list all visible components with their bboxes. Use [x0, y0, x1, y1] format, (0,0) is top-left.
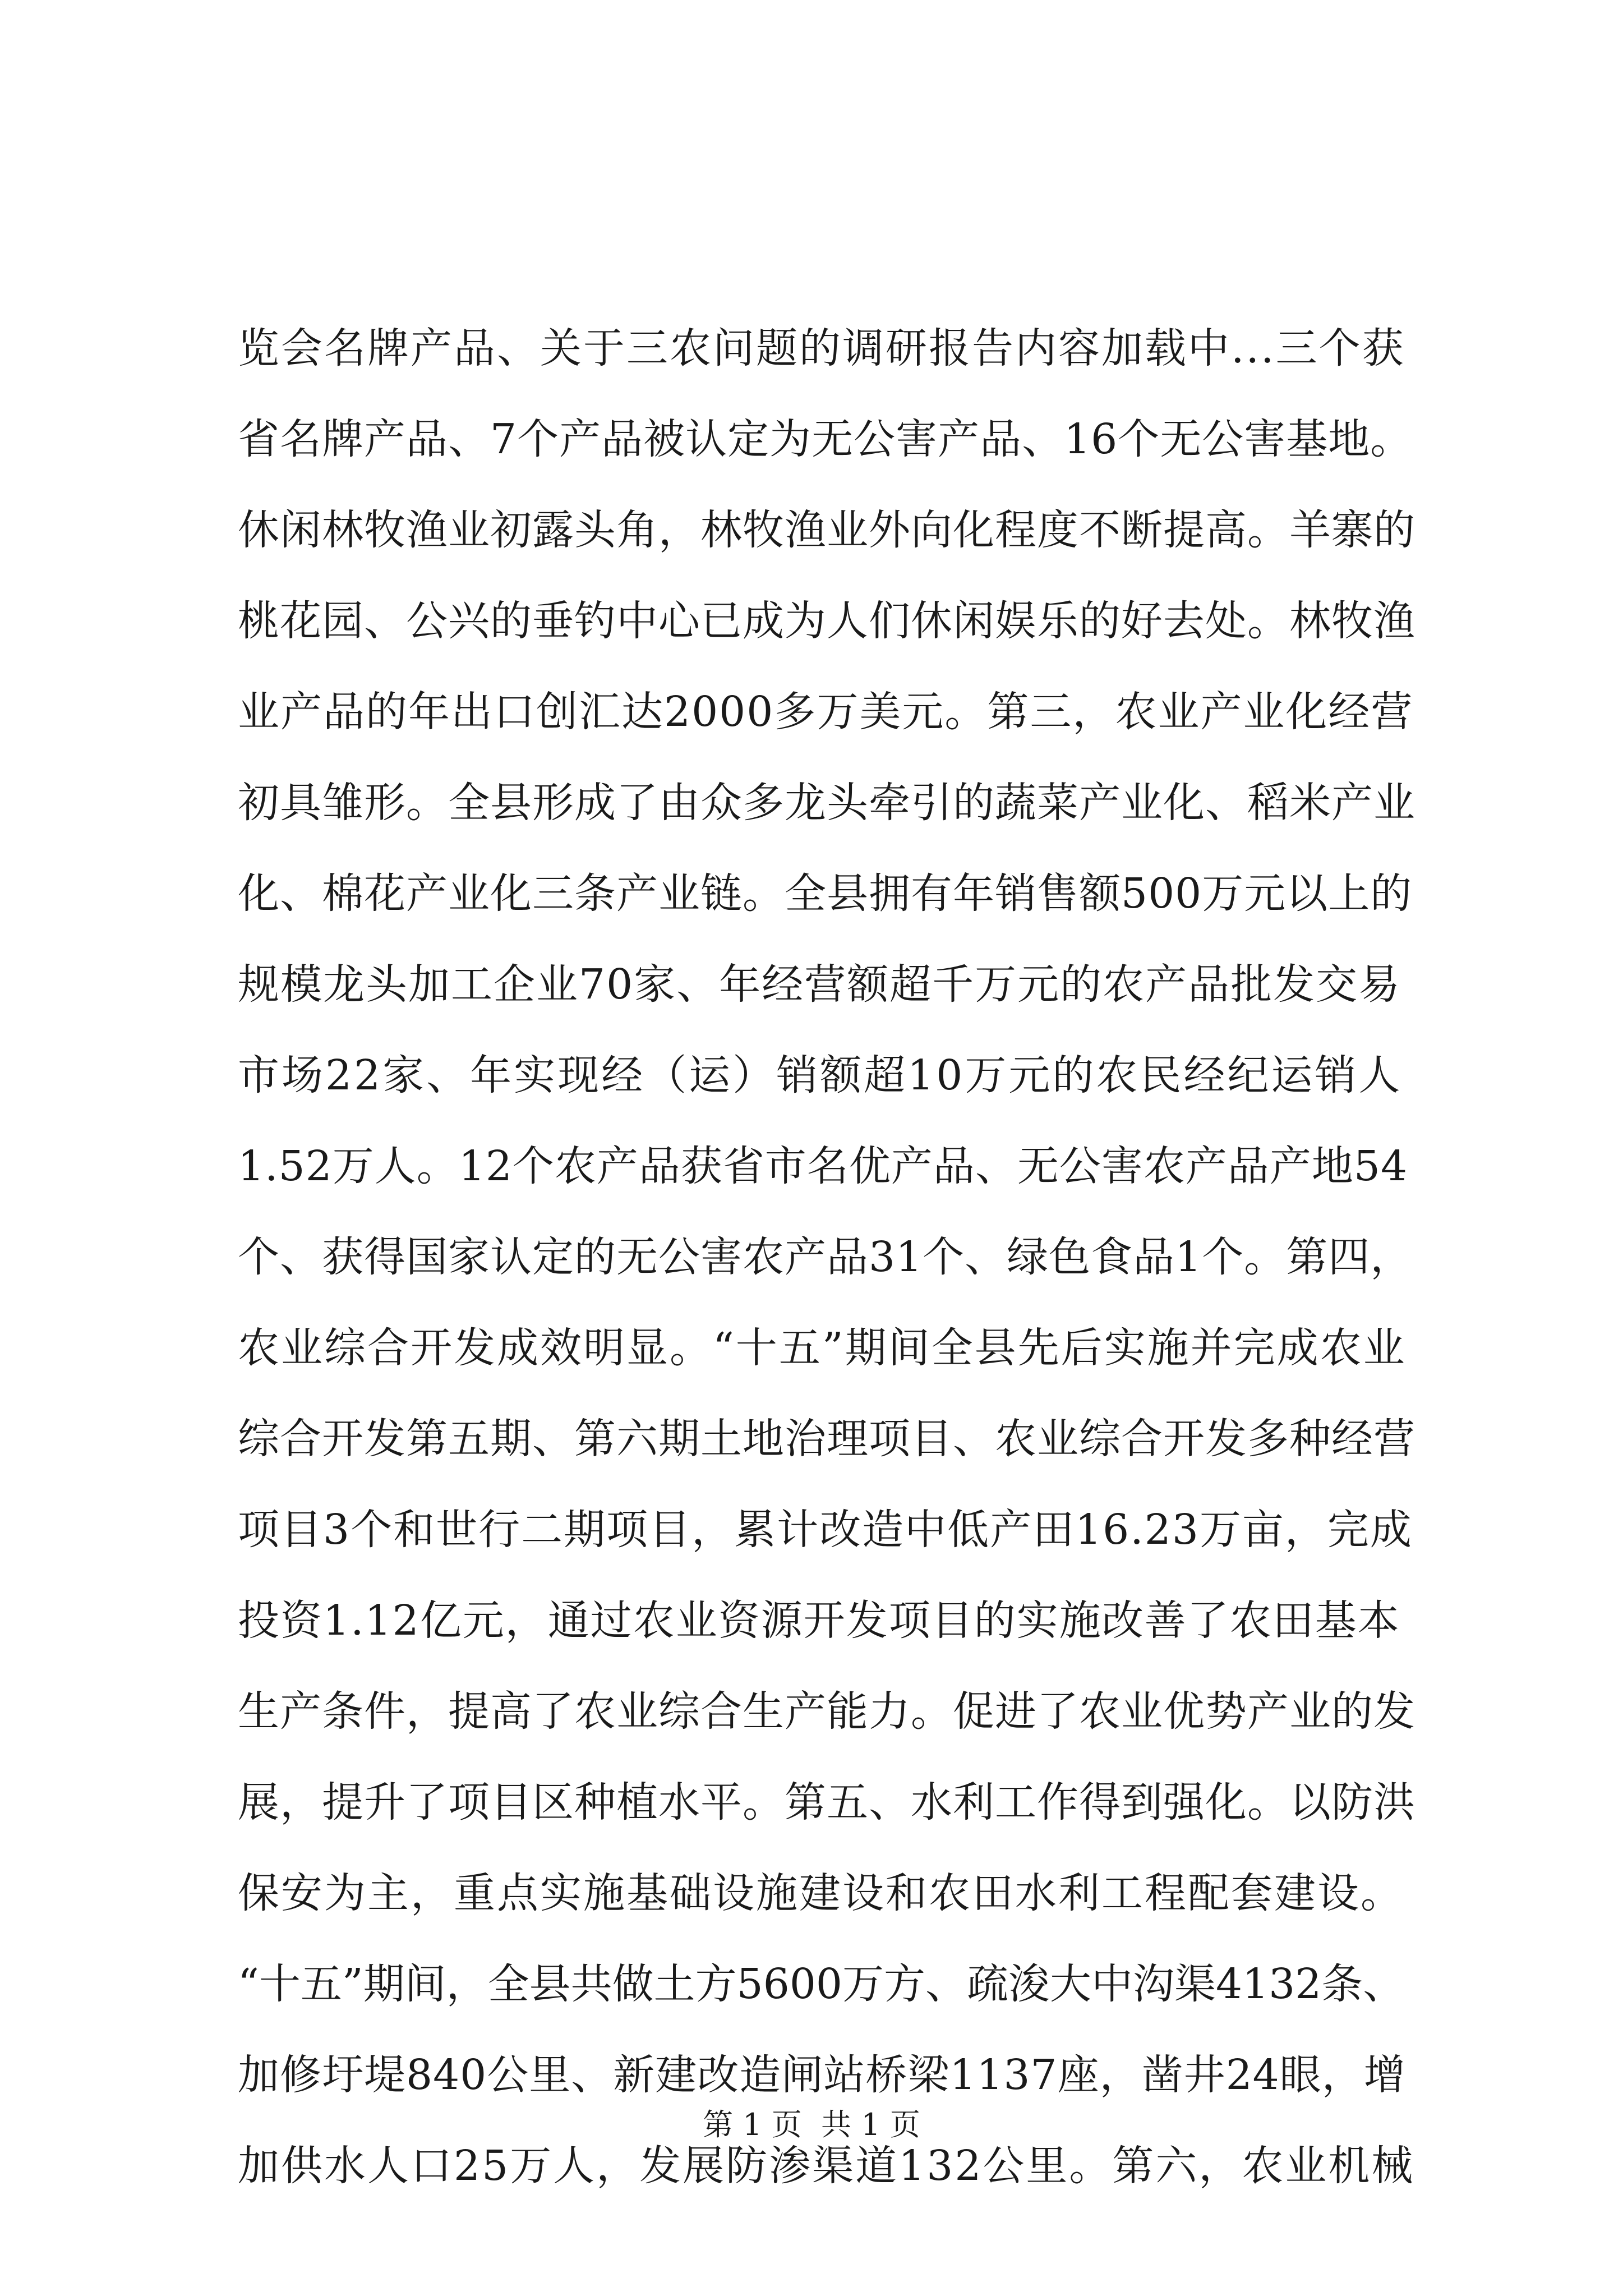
text-line: 保安为主，重点实施基础设施建设和农田水利工程配套建设。 [238, 1869, 1404, 1917]
text-line: 个、获得国家认定的无公害农产品31个、绿色食品1个。第四， [238, 1233, 1413, 1281]
text-line: 综合开发第五期、第六期土地治理项目、农业综合开发多种经营 [238, 1415, 1415, 1463]
text-line: 加供水人口25万人，发展防渗渠道132公里。第六，农业机械 [238, 2142, 1415, 2190]
text-line: 生产条件，提高了农业综合生产能力。促进了农业优势产业的发 [238, 1687, 1415, 1736]
text-line: 项目3个和世行二期项目，累计改造中低产田16.23万亩，完成 [238, 1506, 1413, 1554]
text-line: 初具雏形。全县形成了由众多龙头牵引的蔬菜产业化、稻米产业 [238, 779, 1415, 827]
text-line: 1.52万人。12个农产品获省市名优产品、无公害农产品产地54 [238, 1142, 1408, 1190]
page-footer: 第 1 页 共 1 页 [703, 2107, 920, 2142]
body-text [238, 303, 1415, 2211]
text-line: “十五”期间，全县共做土方5600万方、疏浚大中沟渠4132条、 [238, 1960, 1405, 2008]
text-line: 展，提升了项目区种植水平。第五、水利工作得到强化。以防洪 [238, 1778, 1415, 1826]
text-line: 投资1.12亿元，通过农业资源开发项目的实施改善了农田基本 [238, 1596, 1400, 1645]
text-line: 农业综合开发成效明显。“十五”期间全县先后实施并完成农业 [238, 1324, 1407, 1372]
text-line: 规模龙头加工企业70家、年经营额超千万元的农产品批发交易 [238, 960, 1401, 1009]
text-line: 市场22家、年实现经（运）销额超10万元的农民经纪运销人 [238, 1051, 1403, 1099]
text-line: 业产品的年出口创汇达2000多万美元。第三，农业产业化经营 [238, 688, 1414, 736]
text-line: 省名牌产品、7个产品被认定为无公害产品、16个无公害基地。 [238, 415, 1413, 463]
text-line: 桃花园、公兴的垂钓中心已成为人们休闲娱乐的好去处。林牧渔 [238, 597, 1415, 645]
text-line: 览会名牌产品、关于三农问题的调研报告内容加载中...三个获 [238, 324, 1405, 372]
text-line: 休闲林牧渔业初露头角，林牧渔业外向化程度不断提高。羊寨的 [238, 506, 1415, 554]
text-line: 化、棉花产业化三条产业链。全县拥有年销售额500万元以上的 [238, 869, 1413, 918]
text-line: 加修圩堤840公里、新建改造闸站桥梁1137座，凿井24眼，增 [238, 2051, 1406, 2099]
